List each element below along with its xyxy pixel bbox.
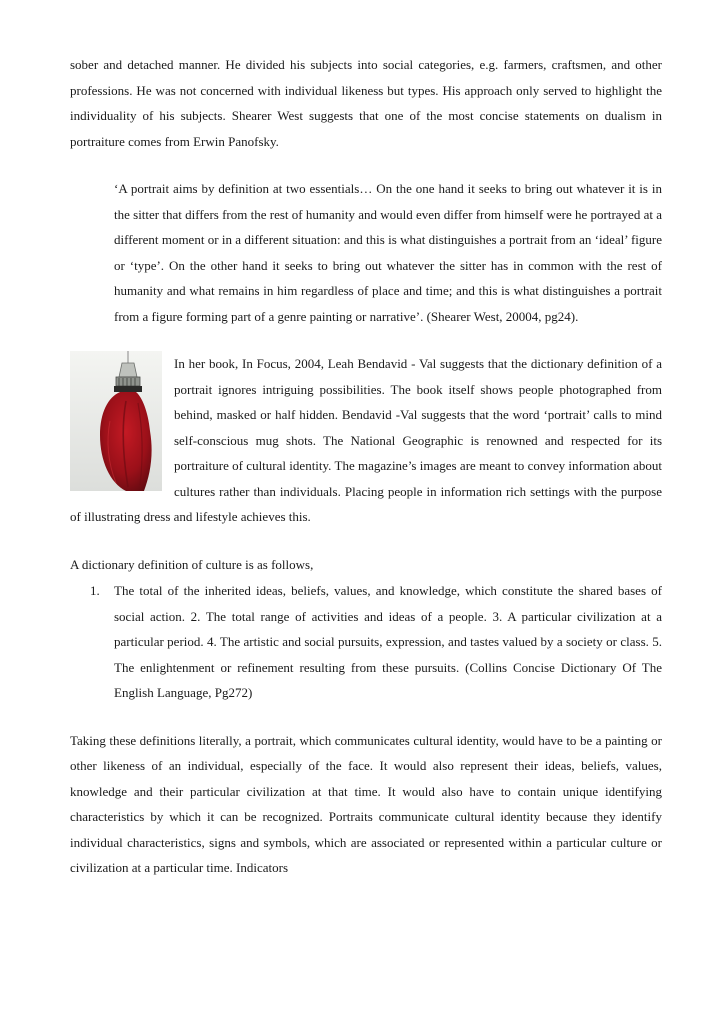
list-item-number: 1. — [90, 583, 100, 598]
culture-definition-list — [70, 578, 662, 706]
document-page — [70, 52, 662, 881]
panofsky-quote: ‘A portrait aims by definition at two essentials… On the one hand it seeks to bring out whatever it is in the sitter that differs from the rest of humanity and would even differ from himself were he portrayed at a different moment or in a different situation: and this is what distinguishes a portrait from an ‘ideal’ figure or ‘type’. On the other hand it seeks to bring out whatever the sitter has in common with the rest of humanity and what remains in him regardless of place and time; and this is what distinguishes a portrait from a figure forming part of a genre painting or narrative’. (Shearer West, 20004, pg24). — [114, 181, 662, 324]
list-item — [70, 578, 662, 706]
masked-figure-photo — [70, 351, 162, 491]
conclusion-paragraph: Taking these definitions literally, a portrait, which communicates cultural identity, would have to be a painting or other likeness of an individual, especially of the face. It would also represent their ideas, beliefs, values, knowledge and their particular civilization at that time. It would also have to contain unique identifying characteristics by which it can be recognized. Portraits communicate cultural identity because they identify individual characteristics, signs and symbols, which are associated or represented within a particular culture or civilization at a particular time. Indicators — [70, 732, 662, 875]
book-section — [70, 351, 662, 530]
masked-figure-icon — [70, 351, 162, 491]
list-item-text: The total of the inherited ideas, beliefs, values, and knowledge, which constitute the shared bases of social action. 2. The total range of activities and ideas of a people. 3. A particular civilization at a particular period. 4. The artistic and social pursuits, expression, and tastes valued by a society or class. 5. The enlightenment or refinement resulting from these pursuits. (Collins Concise Dictionary Of The English Language, Pg272) — [114, 583, 662, 700]
bendavid-paragraph: In her book, In Focus, 2004, Leah Bendavid - Val suggests that the dictionary definition of a portrait ignores intriguing possibilities. The book itself shows people photographed from behind, masked or half hidden. Bendavid -Val suggests that the word ‘portrait’ calls to mind self-conscious mug shots. The National Geographic is renowned and respected for its portraiture of cultural identity. The magazine’s images are meant to convey information about cultures rather than individuals. Placing people in information rich settings with the purpose of illustrating dress and lifestyle achieves this. — [70, 356, 662, 524]
culture-definition-heading: A dictionary definition of culture is as follows, — [70, 556, 314, 572]
intro-paragraph: sober and detached manner. He divided his subjects into social categories, e.g. farmers, craftsmen, and other professions. He was not concerned with individual likeness but types. His approach only served to highlight the individuality of his subjects. Shearer West suggests that one of the most concise statements on dualism in portraiture comes from Erwin Panofsky. — [70, 57, 662, 149]
